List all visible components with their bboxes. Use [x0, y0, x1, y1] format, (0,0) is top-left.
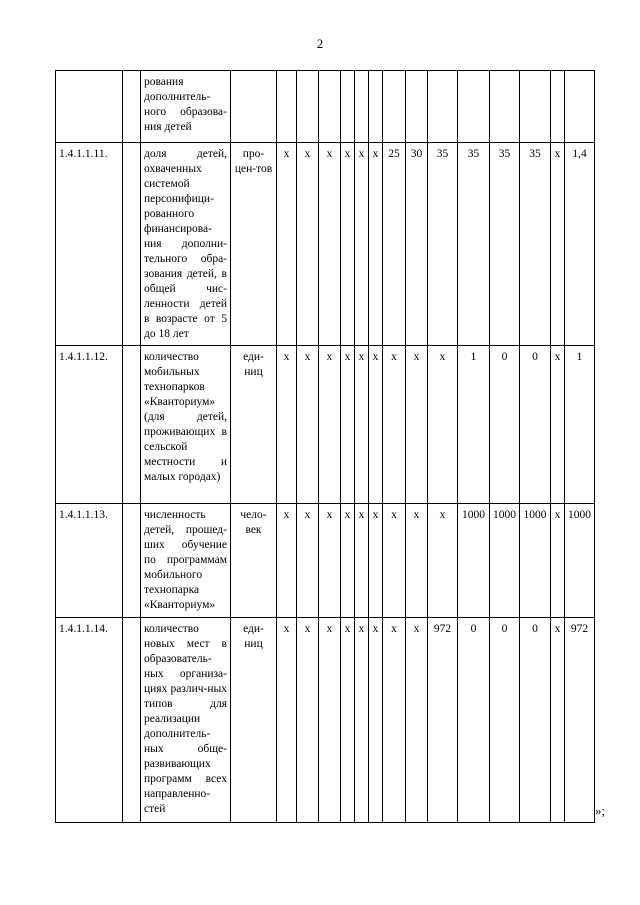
empty-cell [123, 143, 141, 346]
value-cell [319, 71, 341, 143]
value-cell: х [406, 618, 428, 823]
value-cell: х [297, 143, 319, 346]
value-cell: 1000 [565, 504, 595, 618]
value-cell: 972 [428, 618, 458, 823]
value-cell: 35 [458, 143, 490, 346]
value-cell: 0 [490, 346, 520, 504]
value-cell: х [383, 504, 406, 618]
empty-cell [123, 71, 141, 143]
value-cell: х [341, 618, 355, 823]
value-cell: х [277, 504, 297, 618]
value-cell: х [297, 504, 319, 618]
value-cell: х [428, 504, 458, 618]
value-cell: х [277, 618, 297, 823]
row-code: 1.4.1.1.14. [56, 618, 123, 823]
value-cell: х [319, 143, 341, 346]
row-description: численность детей, прошед-ших обучение по программам мобильного технопарка «Кванториум» [141, 504, 231, 618]
row-code: 1.4.1.1.13. [56, 504, 123, 618]
indicators-table [55, 70, 595, 823]
value-cell: х [297, 346, 319, 504]
value-cell [428, 71, 458, 143]
value-cell: х [355, 143, 369, 346]
value-cell: х [341, 504, 355, 618]
value-cell: х [551, 618, 565, 823]
page-number: 2 [316, 36, 324, 51]
value-cell: х [319, 504, 341, 618]
value-cell [383, 71, 406, 143]
value-cell: х [369, 346, 383, 504]
table-row [56, 618, 595, 823]
row-unit [231, 71, 277, 143]
value-cell: х [383, 618, 406, 823]
value-cell: х [369, 504, 383, 618]
row-unit: еди-ниц [231, 618, 277, 823]
value-cell: 972 [565, 618, 595, 823]
row-description: доля детей, охваченных системой персонифици-рованного финансирова-ния дополни-тельного обра-зования детей, в общей чис-ленности детей в возрасте от 5 до 18 лет [141, 143, 231, 346]
value-cell: х [406, 504, 428, 618]
value-cell: х [277, 143, 297, 346]
value-cell [565, 71, 595, 143]
value-cell: 1 [565, 346, 595, 504]
row-code: 1.4.1.1.11. [56, 143, 123, 346]
row-unit: еди-ниц [231, 346, 277, 504]
value-cell: х [297, 618, 319, 823]
table-row [56, 504, 595, 618]
value-cell: 35 [428, 143, 458, 346]
value-cell: х [551, 504, 565, 618]
value-cell: 1 [458, 346, 490, 504]
value-cell: х [406, 346, 428, 504]
value-cell: 25 [383, 143, 406, 346]
value-cell: х [383, 346, 406, 504]
value-cell [297, 71, 319, 143]
value-cell: х [277, 346, 297, 504]
value-cell [490, 71, 520, 143]
value-cell: 35 [520, 143, 551, 346]
value-cell [406, 71, 428, 143]
value-cell: 0 [520, 346, 551, 504]
value-cell: х [341, 346, 355, 504]
table-row [56, 346, 595, 504]
value-cell: х [341, 143, 355, 346]
row-description: количество новых мест в образователь-ных организа-циях различ-ных типов для реализации дополнитель-ных обще-развивающих программ всех направленно-стей [141, 618, 231, 823]
table-row [56, 143, 595, 346]
value-cell [355, 71, 369, 143]
value-cell [341, 71, 355, 143]
row-unit: чело-век [231, 504, 277, 618]
value-cell: х [369, 143, 383, 346]
empty-cell [123, 618, 141, 823]
value-cell: х [551, 346, 565, 504]
table-row [56, 71, 595, 143]
value-cell: 1000 [490, 504, 520, 618]
value-cell: 35 [490, 143, 520, 346]
value-cell: х [355, 346, 369, 504]
value-cell: 0 [520, 618, 551, 823]
closing-mark: »; [595, 803, 606, 818]
value-cell: 0 [458, 618, 490, 823]
value-cell: х [428, 346, 458, 504]
row-description: рования дополнитель-ного образова-ния детей [141, 71, 231, 143]
row-unit: про-цен-тов [231, 143, 277, 346]
value-cell: х [551, 143, 565, 346]
value-cell: 1,4 [565, 143, 595, 346]
row-code: 1.4.1.1.12. [56, 346, 123, 504]
value-cell: х [319, 346, 341, 504]
value-cell: х [319, 618, 341, 823]
value-cell: х [369, 618, 383, 823]
value-cell: х [355, 618, 369, 823]
value-cell: 1000 [458, 504, 490, 618]
row-code [56, 71, 123, 143]
value-cell: 30 [406, 143, 428, 346]
row-description: количество мобильных технопарков «Кванториум» (для детей, проживающих в сельской местности и малых городах) [141, 346, 231, 504]
value-cell [458, 71, 490, 143]
value-cell [520, 71, 551, 143]
value-cell: х [355, 504, 369, 618]
value-cell [277, 71, 297, 143]
value-cell: 0 [490, 618, 520, 823]
value-cell [369, 71, 383, 143]
empty-cell [123, 504, 141, 618]
value-cell: 1000 [520, 504, 551, 618]
value-cell [551, 71, 565, 143]
empty-cell [123, 346, 141, 504]
